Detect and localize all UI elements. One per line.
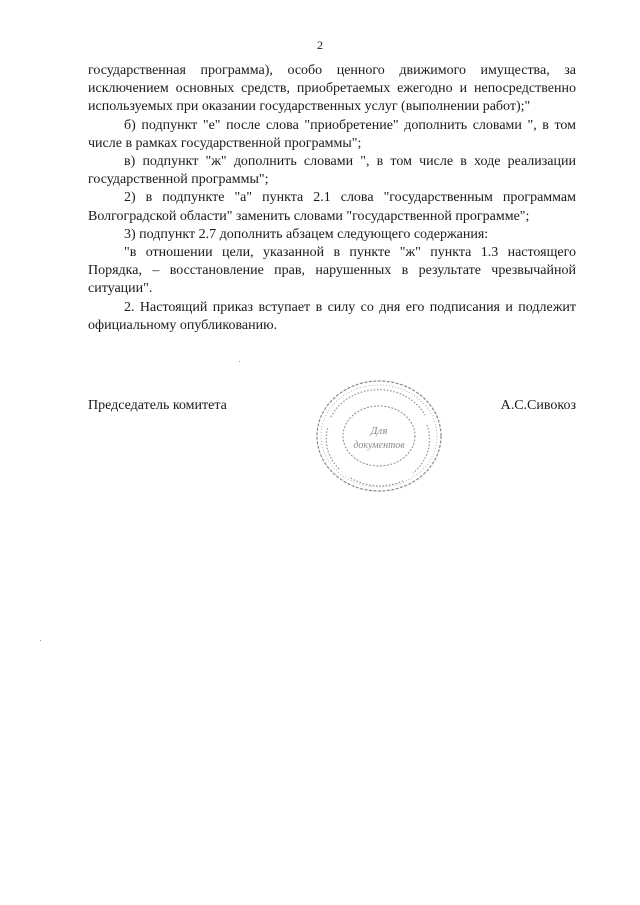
signatory-name: А.С.Сивокоз: [500, 398, 576, 413]
seal-center-text-2: документов: [353, 440, 405, 451]
document-body: [88, 62, 576, 335]
paragraph-quoted-addition: "в отношении цели, указанной в пункте "ж" пункта 1.3 настоящего Порядка, – восстановление прав, нарушенных в результате чрезвычайной ситуации".: [88, 245, 576, 297]
official-seal-stamp: [313, 377, 445, 495]
scan-speck: [40, 640, 41, 641]
paragraph-subitem-v: в) подпункт "ж" дополнить словами ", в том числе в ходе реализации государственной программы";: [88, 154, 576, 188]
seal-graphic: [313, 377, 445, 495]
paragraph-continuation: государственная программа), особо ценного движимого имущества, за исключением основных средств, приобретаемых ежегодно и непосредственно используемых при оказании государственных услуг (выполнении работ);": [88, 63, 576, 115]
paragraph-item-3: 3) подпункт 2.7 дополнить абзацем следующего содержания:: [124, 226, 489, 242]
paragraph-subitem-b: б) подпункт "е" после слова "приобретение" дополнить словами ", в том числе в рамках государственной программы";: [88, 117, 576, 151]
paragraph-item-2: 2) в подпункте "а" пункта 2.1 слова "государственным программам Волгоградской области" заменить словами "государственной программе";: [88, 190, 576, 224]
signatory-title: Председатель комитета: [88, 398, 227, 413]
paragraph-effective-clause: 2. Настоящий приказ вступает в силу со дня его подписания и подлежит официальному опубликованию.: [88, 299, 576, 333]
scan-speck: [239, 361, 240, 362]
seal-center-text-1: Для: [370, 425, 388, 437]
page-number: 2: [317, 38, 323, 52]
